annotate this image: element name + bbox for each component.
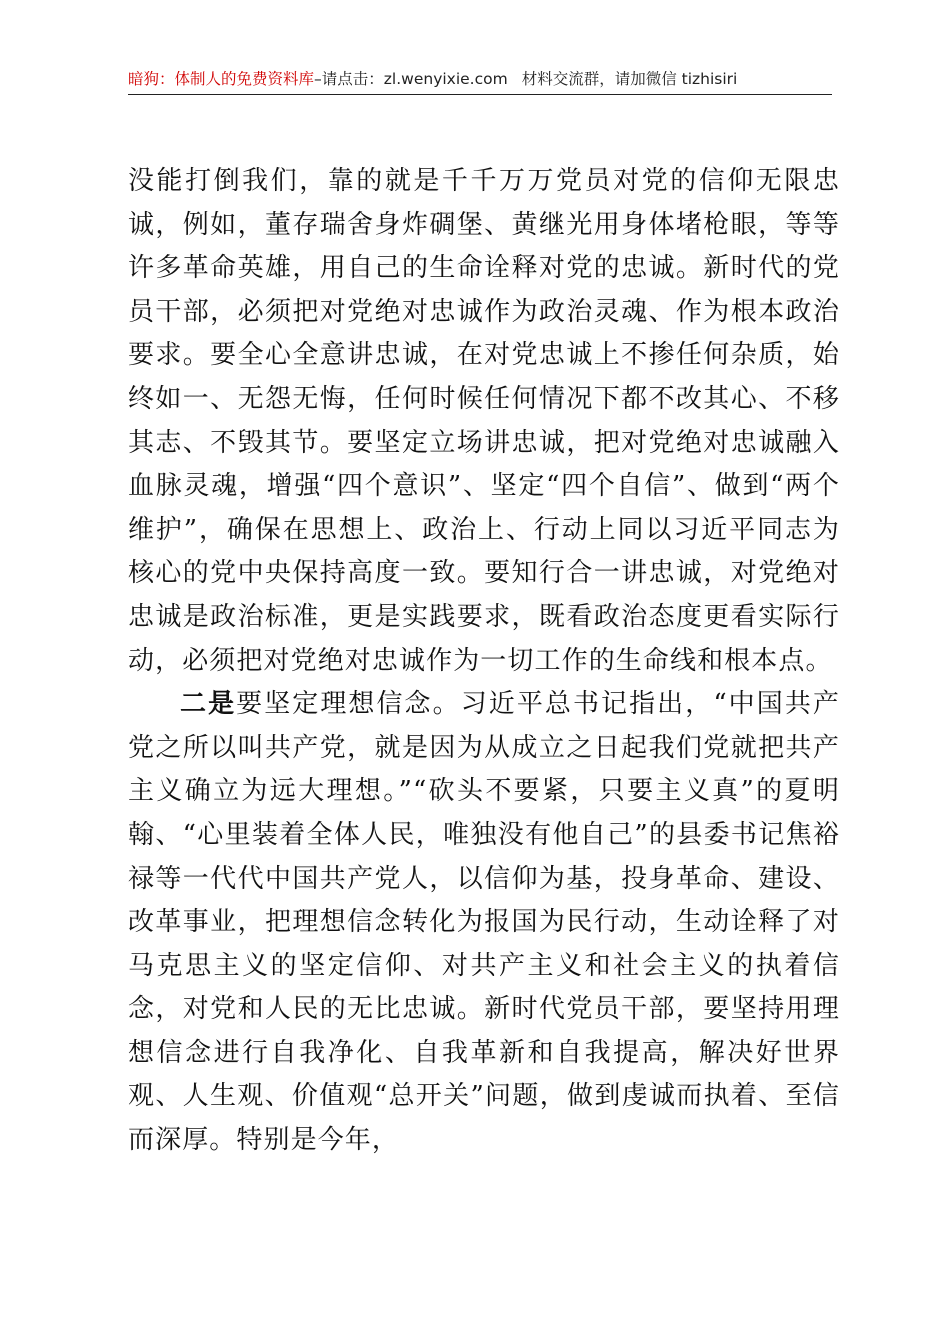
page-header xyxy=(128,66,832,95)
header-promo-title: 暗狗：体制人的免费资料库 xyxy=(128,70,315,88)
paragraph-lead-label: 二是 xyxy=(180,689,237,720)
paragraph-ideals xyxy=(128,683,840,1163)
document-body xyxy=(128,160,840,1163)
paragraph-loyalty: 没能打倒我们，靠的就是千千万万党员对党的信仰无限忠诚，例如，董存瑞舍身炸碉堡、黄继光用身体堵枪眼，等等许多革命英雄，用自己的生命诠释对党的忠诚。新时代的党员干部，必须把对党绝对忠诚作为政治灵魂、作为根本政治要求。要全心全意讲忠诚，在对党忠诚上不掺任何杂质，始终如一、无怨无悔，任何时候任何情况下都不改其心、不移其志、不毁其节。要坚定立场讲忠诚，把对党绝对忠诚融入血脉灵魂，增强“四个意识”、坚定“四个自信”、做到“两个维护”，确保在思想上、政治上、行动上同以习近平同志为核心的党中央保持高度一致。要知行合一讲忠诚，对党绝对忠诚是政治标准，更是实践要求，既看政治态度更看实际行动，必须把对党绝对忠诚作为一切工作的生命线和根本点。 xyxy=(128,166,840,676)
header-promo-group: 材料交流群，请加微信 tizhisiri xyxy=(521,70,738,88)
header-promo-prompt: –请点击： xyxy=(314,70,384,88)
paragraph-ideals-text: 要坚定理想信念。习近平总书记指出，“中国共产党之所以叫共产党，就是因为从成立之日起我们党就把共产主义确立为远大理想。”“砍头不要紧，只要主义真”的夏明翰、“心里装着全体人民，唯独没有他自己”的县委书记焦裕禄等一代代中国共产党人，以信仰为基，投身革命、建设、改革事业，把理想信念转化为报国为民行动，生动诠释了对马克思主义的坚定信仰、对共产主义和社会主义的执着信念，对党和人民的无比忠诚。新时代党员干部，要坚持用理想信念进行自我净化、自我革新和自我提高，解决好世界观、人生观、价值观“总开关”问题，做到虔诚而执着、至信而深厚。特别是今年， xyxy=(128,689,840,1156)
header-promo-link[interactable]: zl.wenyixie.com xyxy=(383,70,508,88)
